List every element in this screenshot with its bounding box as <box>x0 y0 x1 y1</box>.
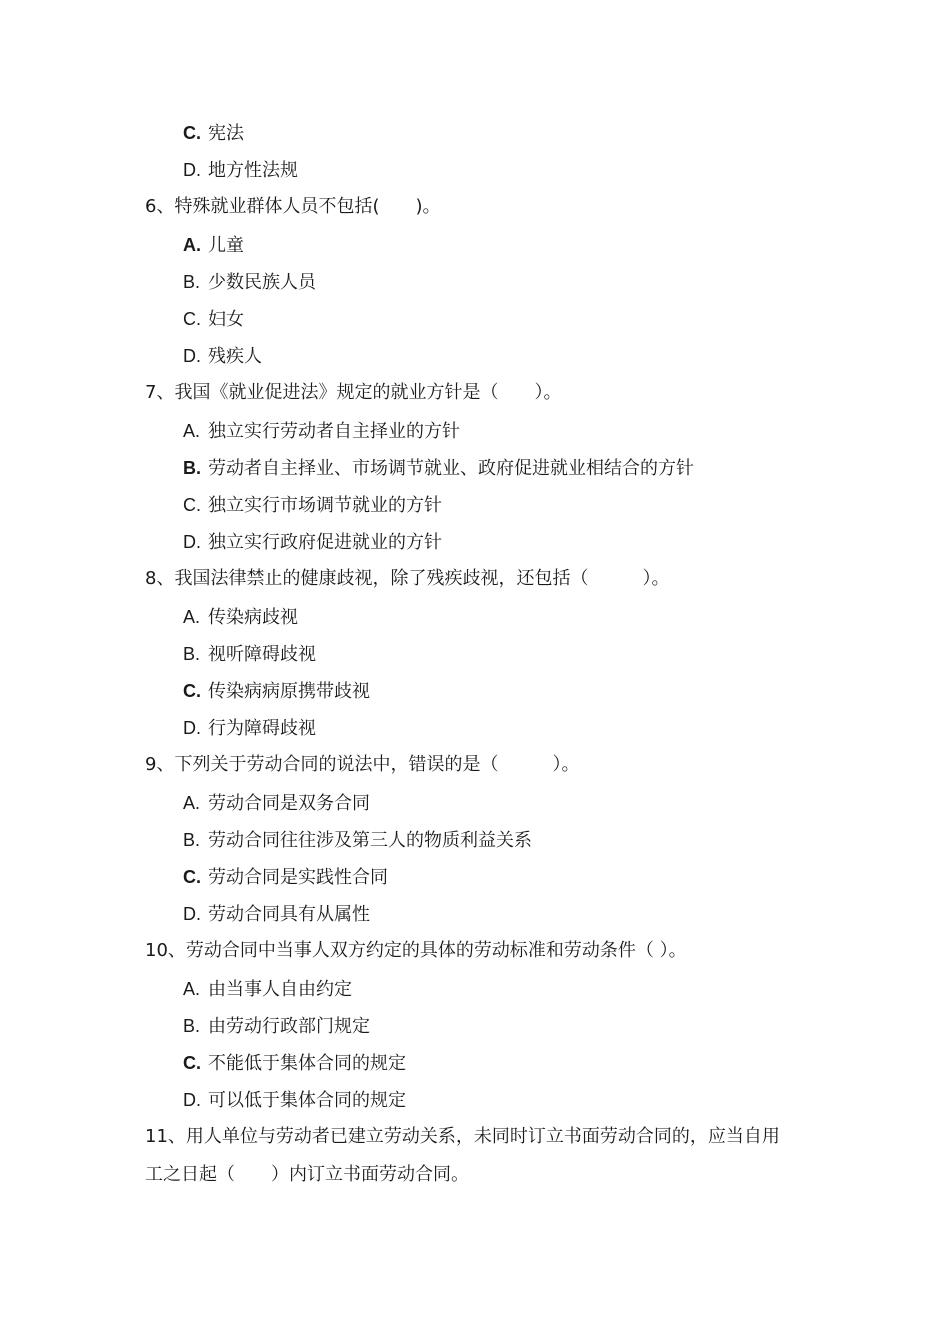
option-letter: A. <box>183 606 201 627</box>
option-text: 独立实行政府促进就业的方针 <box>208 532 442 554</box>
option-letter: A. <box>183 978 201 999</box>
option-text: 妇女 <box>208 309 244 330</box>
answer-option <box>183 828 532 853</box>
option-letter: C. <box>183 495 201 515</box>
option-letter: D. <box>183 1090 201 1111</box>
answer-option <box>183 716 316 741</box>
option-letter: B. <box>183 643 201 664</box>
option-text: 残疾人 <box>208 346 262 368</box>
option-text: 劳动合同是双务合同 <box>208 792 370 814</box>
answer-option <box>183 121 244 146</box>
option-letter: B. <box>183 1015 201 1036</box>
option-text: 独立实行市场调节就业的方针 <box>208 495 442 516</box>
option-letter: D. <box>183 904 201 925</box>
answer-option <box>183 456 694 481</box>
answer-option <box>183 344 262 369</box>
option-text: 地方性法规 <box>208 160 298 182</box>
option-text: 劳动者自主择业、市场调节就业、政府促进就业相结合的方针 <box>208 457 694 479</box>
answer-option <box>183 791 370 816</box>
option-text: 劳动合同具有从属性 <box>208 904 370 926</box>
answer-option <box>183 1088 406 1113</box>
answer-option <box>183 865 388 890</box>
answer-option <box>183 270 316 295</box>
option-letter: A. <box>183 420 201 441</box>
option-text: 少数民族人员 <box>208 271 316 293</box>
option-letter: C. <box>183 1053 201 1073</box>
option-text: 劳动合同是实践性合同 <box>208 867 388 888</box>
option-letter: B. <box>183 829 201 850</box>
answer-option <box>183 158 298 183</box>
answer-option <box>183 679 370 704</box>
option-text: 可以低于集体合同的规定 <box>208 1090 406 1112</box>
question-text: 11、用人单位与劳动者已建立劳动关系，未同时订立书面劳动合同的，应当自用 <box>145 1126 780 1148</box>
answer-option <box>183 493 442 518</box>
option-letter: A. <box>183 792 201 813</box>
option-text: 不能低于集体合同的规定 <box>208 1053 406 1074</box>
option-text: 传染病病原携带歧视 <box>208 681 370 702</box>
option-letter: C. <box>183 123 201 143</box>
question-text: 8、我国法律禁止的健康歧视，除了残疾歧视，还包括（ ）。 <box>145 568 670 590</box>
answer-option <box>183 419 460 444</box>
option-text: 由当事人自由约定 <box>208 978 352 1000</box>
answer-option <box>183 977 352 1002</box>
option-letter: D. <box>183 532 201 553</box>
option-letter: D. <box>183 718 201 739</box>
option-letter: D. <box>183 346 201 367</box>
question-text: 9、下列关于劳动合同的说法中，错误的是（ ）。 <box>145 754 580 776</box>
option-text: 传染病歧视 <box>208 606 298 628</box>
option-letter: D. <box>183 160 201 181</box>
option-text: 宪法 <box>208 123 244 144</box>
option-letter: A. <box>183 234 201 255</box>
answer-option <box>183 1014 370 1039</box>
question-text: 10、劳动合同中当事人双方约定的具体的劳动标准和劳动条件（ ）。 <box>145 940 687 962</box>
option-letter: C. <box>183 309 201 329</box>
option-text: 由劳动行政部门规定 <box>208 1015 370 1037</box>
answer-option <box>183 642 316 667</box>
answer-option <box>183 307 244 332</box>
option-letter: B. <box>183 457 201 478</box>
question-text: 工之日起（ ）内订立书面劳动合同。 <box>145 1163 469 1185</box>
option-text: 劳动合同往往涉及第三人的物质利益关系 <box>208 829 532 851</box>
option-letter: C. <box>183 867 201 887</box>
answer-option <box>183 233 244 258</box>
question-text: 7、我国《就业促进法》规定的就业方针是（ ）。 <box>145 382 562 404</box>
option-text: 视听障碍歧视 <box>208 643 316 665</box>
option-letter: C. <box>183 681 201 701</box>
answer-option <box>183 902 370 927</box>
option-text: 独立实行劳动者自主择业的方针 <box>208 420 460 442</box>
option-text: 行为障碍歧视 <box>208 718 316 740</box>
option-letter: B. <box>183 271 201 292</box>
answer-option <box>183 530 442 555</box>
question-text: 6、特殊就业群体人员不包括( )。 <box>145 196 441 218</box>
answer-option <box>183 1051 406 1076</box>
answer-option <box>183 605 298 630</box>
option-text: 儿童 <box>208 234 244 256</box>
